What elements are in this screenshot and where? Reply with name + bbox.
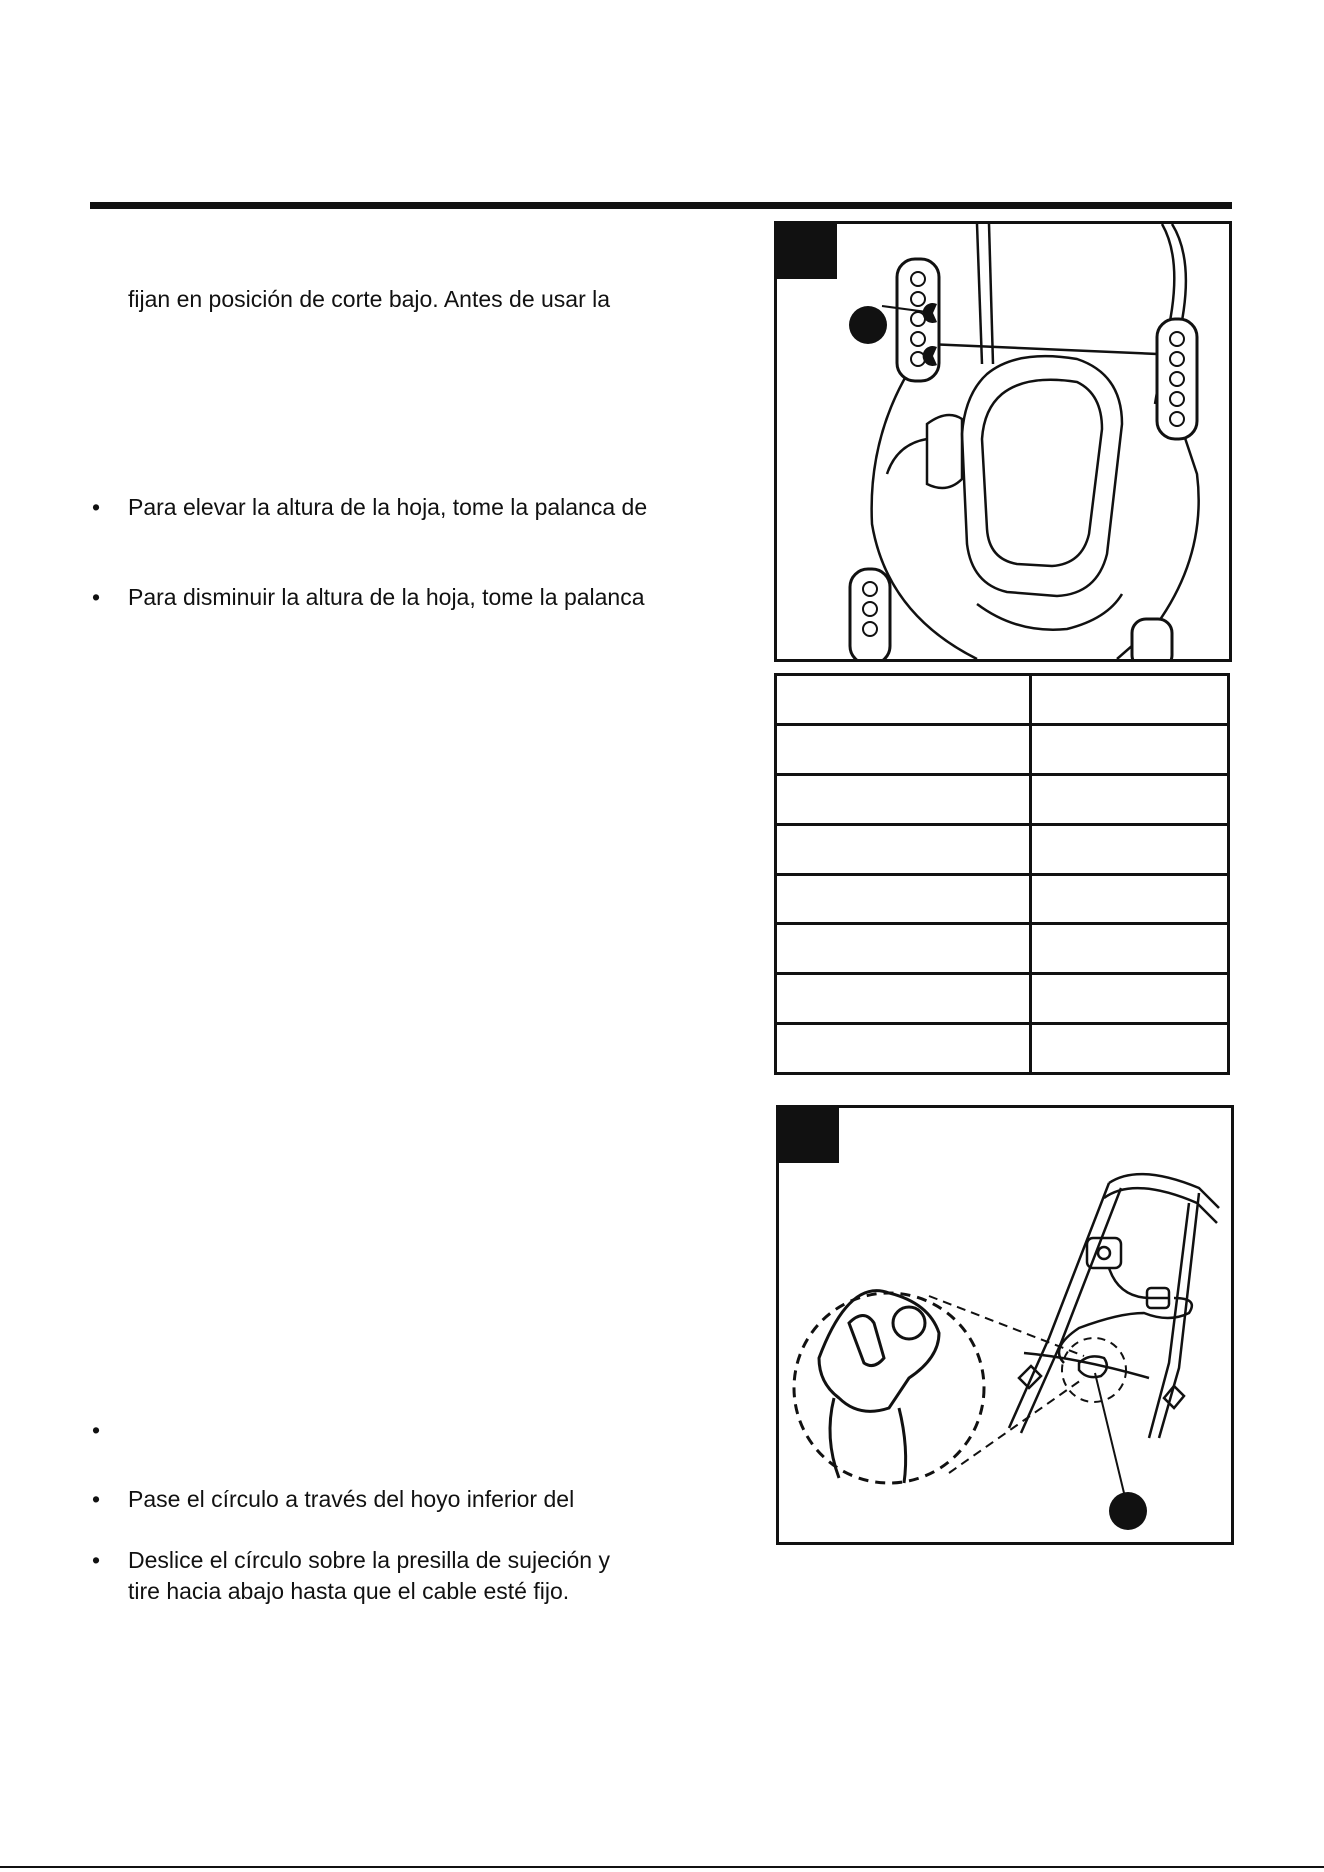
figure-cord-retainer: [776, 1105, 1234, 1545]
bullet-text: Para disminuir la altura de la hoja, tome la palanca: [128, 584, 645, 610]
table-cell: [776, 774, 1031, 824]
table-row: [776, 675, 1229, 725]
cord-hook-callout: [1109, 1492, 1147, 1530]
table-cell: [1031, 824, 1229, 874]
table-cell: [1031, 924, 1229, 974]
table-cell: [1031, 724, 1229, 774]
table-cell: [776, 924, 1031, 974]
intro-line: fijan en posición de corte bajo. Antes de usar la: [128, 286, 611, 312]
table-cell: [776, 724, 1031, 774]
cutting-height-table: [774, 673, 1230, 1075]
bullet-symbol: •: [92, 1547, 101, 1573]
bullet-symbol: •: [92, 494, 101, 520]
table-cell: [776, 974, 1031, 1024]
lawn-mower-top-view-icon: [777, 224, 1229, 659]
table-row: [776, 1024, 1229, 1074]
table-cell: [1031, 675, 1229, 725]
table-cell: [1031, 1024, 1229, 1074]
footer-rule: [0, 1866, 1324, 1868]
table-row: [776, 824, 1229, 874]
table-cell: [1031, 774, 1229, 824]
table-cell: [776, 874, 1031, 924]
table-row: [776, 774, 1229, 824]
table-row: [776, 874, 1229, 924]
table-cell: [776, 675, 1031, 725]
header-rule: [90, 202, 1232, 209]
table-row: [776, 724, 1229, 774]
table-row: [776, 974, 1229, 1024]
figure-mower-height: [774, 221, 1232, 662]
bullet-text: Deslice el círculo sobre la presilla de sujeción y: [128, 1547, 610, 1573]
table-cell: [1031, 974, 1229, 1024]
bullet-symbol: •: [92, 1486, 101, 1512]
table-row: [776, 924, 1229, 974]
bullet-symbol: •: [92, 584, 101, 610]
table-cell: [1031, 874, 1229, 924]
cord-retainer-icon: [779, 1108, 1231, 1542]
height-lever-callout: [849, 306, 887, 344]
table-cell: [776, 824, 1031, 874]
bullet-text: Para elevar la altura de la hoja, tome la palanca de: [128, 494, 648, 520]
bullet-symbol: •: [92, 1417, 101, 1443]
bullet-text: Pase el círculo a través del hoyo inferior del: [128, 1486, 575, 1512]
bullet-continuation: tire hacia abajo hasta que el cable esté fijo.: [128, 1578, 570, 1604]
table-cell: [776, 1024, 1031, 1074]
